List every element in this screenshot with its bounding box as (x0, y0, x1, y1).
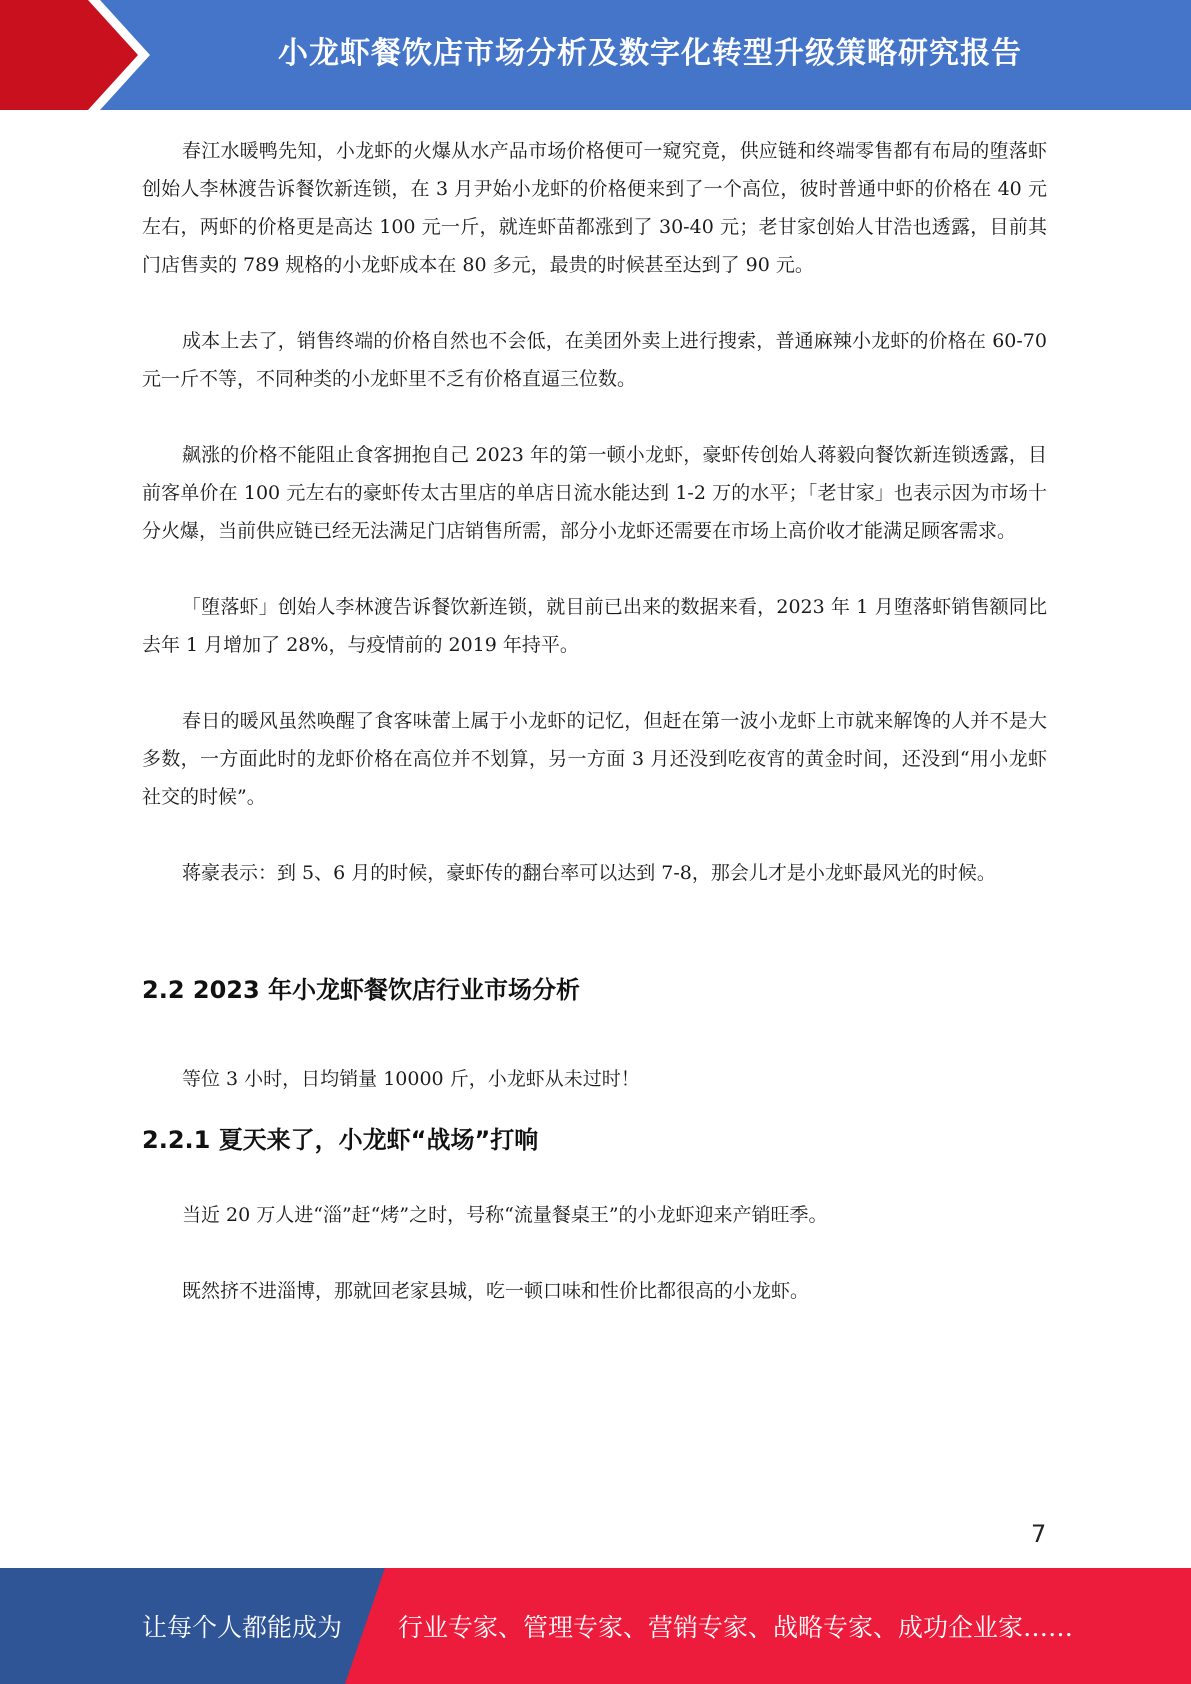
page-footer (0, 1568, 1191, 1684)
subsection-heading: 2.2.1 夏天来了，小龙虾“战场”打响 (142, 1126, 539, 1154)
page-number: 7 (1031, 1520, 1047, 1548)
body-paragraph: 春日的暖风虽然唤醒了食客味蕾上属于小龙虾的记忆，但赶在第一波小龙虾上市就来解馋的人并不是大多数，一方面此时的龙虾价格在高位并不划算，另一方面 3 月还没到吃夜宵的黄金时间，还没到“用小龙虾社交的时候”。 (142, 710, 1047, 808)
body-paragraph: 蒋豪表示：到 5、6 月的时候，豪虾传的翻台率可以达到 7-8，那会儿才是小龙虾最风光的时候。 (182, 862, 996, 884)
body-paragraph: 「堕落虾」创始人李林渡告诉餐饮新连锁，就目前已出来的数据来看，2023 年 1 月堕落虾销售额同比去年 1 月增加了 28%，与疫情前的 2019 年持平。 (142, 596, 1047, 656)
body-paragraph: 飙涨的价格不能阻止食客拥抱自己 2023 年的第一顿小龙虾，豪虾传创始人蒋毅向餐饮新连锁透露，目前客单价在 100 元左右的豪虾传太古里店的单店日流水能达到 1-2 万的水平；「老甘家」也表示因为市场十分火爆，当前供应链已经无法满足门店销售所需，部分小龙虾还需要在市场上高价收才能满足顾客需求。 (142, 444, 1047, 542)
section-paragraph: 等位 3 小时，日均销量 10000 斤，小龙虾从未过时！ (182, 1068, 640, 1090)
footer-slogan-left: 让每个人都能成为 (142, 1613, 343, 1642)
report-title: 小龙虾餐饮店市场分析及数字化转型升级策略研究报告 (278, 36, 1022, 71)
footer-slogan-right: 行业专家、管理专家、营销专家、战略专家、成功企业家…… (398, 1613, 1074, 1642)
page-header (0, 0, 1191, 110)
body-paragraph: 春江水暖鸭先知，小龙虾的火爆从水产品市场价格便可一窥究竟，供应链和终端零售都有布局的堕落虾创始人李林渡告诉餐饮新连锁，在 3 月尹始小龙虾的价格便来到了一个高位，彼时普通中虾的价格在 40 元左右，两虾的价格更是高达 100 元一斤，就连虾苗都涨到了 30-40 元；老甘家创始人甘浩也透露，目前其门店售卖的 789 规格的小龙虾成本在 80 多元，最贵的时候甚至达到了 90 元。 (142, 140, 1047, 276)
section-heading: 2.2 2023 年小龙虾餐饮店行业市场分析 (142, 976, 581, 1004)
body-paragraph: 当近 20 万人进“淄”赶“烤”之时，号称“流量餐桌王”的小龙虾迎来产销旺季。 (182, 1204, 828, 1226)
document-body (142, 132, 1047, 1310)
body-paragraph: 既然挤不进淄博，那就回老家县城，吃一顿口味和性价比都很高的小龙虾。 (182, 1280, 810, 1302)
body-paragraph: 成本上去了，销售终端的价格自然也不会低，在美团外卖上进行搜索，普通麻辣小龙虾的价格在 60-70 元一斤不等，不同种类的小龙虾里不乏有价格直逼三位数。 (142, 330, 1047, 390)
